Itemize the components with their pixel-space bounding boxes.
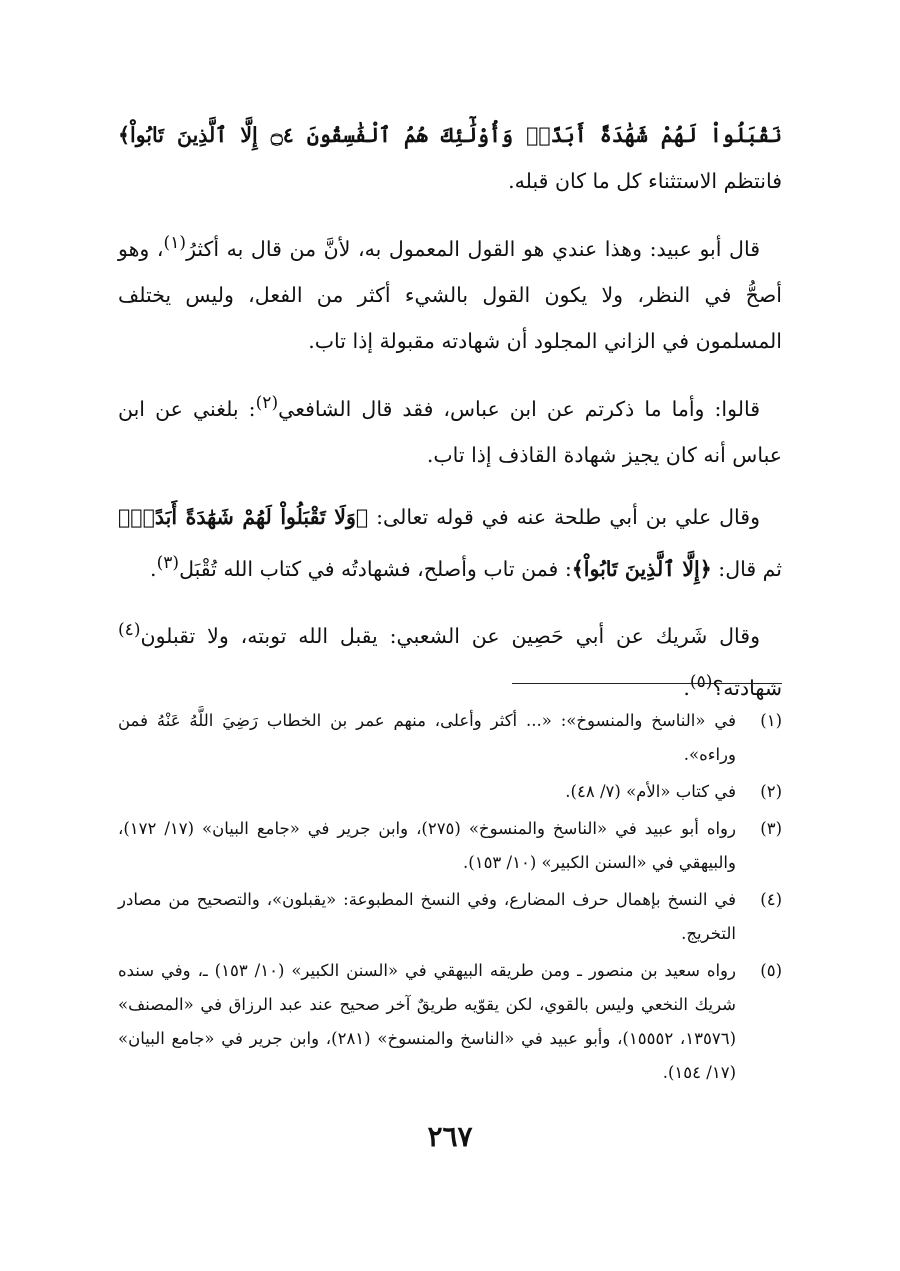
paragraph-text: ، وهو أصحُّ في النظر، ولا يكون القول بالشيء أكثر من الفعل، وليس يختلف المسلمون في الزاني المجلود أن شهادته مقبولة إذا تاب. (118, 236, 782, 353)
paragraph-1 (118, 112, 782, 204)
paragraph-text: : بلغني عن ابن عباس أنه كان يجيز شهادة القاذف إذا تاب. (118, 396, 782, 467)
main-text (118, 112, 782, 727)
footnote-divider (512, 683, 782, 684)
footnote-ref: (٣) (156, 552, 180, 573)
paragraph-text: فانتظم الاستثناء كل ما كان قبله. (508, 169, 782, 193)
paragraph-3 (118, 380, 782, 478)
paragraph-text: وقال علي بن أبي طلحة عنه في قوله تعالى: (376, 504, 760, 529)
footnote-ref: (١) (163, 233, 187, 253)
paragraph-text: وقال شَريك عن أبي حَصِين عن الشعبي: يقبل الله توبته، ولا تقبلون (140, 624, 760, 649)
footnote-ref: (٥) (689, 672, 713, 693)
page-number: ٢٦٧ (427, 1120, 473, 1153)
footnote-number: (٢) (760, 782, 782, 801)
footnote (118, 775, 782, 809)
footnote (118, 812, 782, 880)
paragraph-text: شهادته؟ (712, 676, 782, 701)
footnotes (118, 704, 782, 1093)
paragraph-4: وقال علي بن أبي طلحة عنه في قوله تعالى: ﴿وَلَا تَقْبَلُواْ لَهُمْ شَهَٰدَةً أَبَدًاۚ﴾ ثم قال: ﴿إِلَّا ٱلَّذِينَ تَابُواْ﴾: فمن تاب وأصلح، فشهادتُه في كتاب الله تُقْبَل$^{(٣)}$. (118, 504, 782, 581)
paragraph-5: وقال شَريك عن أبي حَصِين عن الشعبي: يقبل الله توبته، ولا تقبلون$^{(٤)}$ شهادته؟$^{(٥)}$. (118, 620, 782, 701)
paragraph-text: قال أبو عبيد: وهذا عندي هو القول المعمول به، لأنَّ من قال به أكثرُ (186, 236, 760, 261)
paragraph-text: ثم قال: (718, 556, 782, 581)
paragraph-text: : فمن تاب وأصلح، فشهادتُه في كتاب الله تُقْبَل (179, 556, 572, 581)
footnote-number: (٥) (760, 961, 782, 980)
footnote-text: في «الناسخ والمنسوخ»: «... أكثر وأعلى، منهم عمر بن الخطاب رَضِيَ اللَّهُ عَنْهُ فمن وراءه». (118, 711, 736, 764)
footnote-number: (٣) (760, 819, 782, 838)
paragraph-text: قالوا: وأما ما ذكرتم عن ابن عباس، فقد قال الشافعي (278, 396, 760, 421)
footnote-text: رواه سعيد بن منصور ـ ومن طريقه البيهقي في «السنن الكبير» (١٠/ ١٥٣) ـ، وفي سنده شريك النخعي وليس بالقوي، لكن يقوّيه طريقٌ آخر صحيح عند عبد الرزاق في «المصنف» (١٣٥٧٦، ١٥٥٥٢)، وأبو عبيد في «الناسخ والمنسوخ» (٢٨١)، وابن جرير في «جامع البيان» (١٧/ ١٥٤). (118, 961, 737, 1082)
footnote (118, 883, 782, 951)
footnote (118, 704, 782, 772)
quran-verse: ﴿إِلَّا ٱلَّذِينَ تَابُواْ﴾ (571, 556, 712, 581)
footnote-text: في كتاب «الأم» (٧/ ٤٨). (565, 782, 736, 801)
footnote-ref: (٢) (255, 392, 279, 413)
quran-verse: ﴿وَلَا تَقْبَلُواْ لَهُمْ شَهَٰدَةً أَبَدًاۚ﴾ (118, 504, 369, 529)
footnote-ref: (٤) (118, 620, 141, 641)
paragraph-2 (118, 220, 782, 364)
footnote-text: رواه أبو عبيد في «الناسخ والمنسوخ» (٢٧٥)، وابن جرير في «جامع البيان» (١٧/ ١٧٢)، والبيهقي في «السنن الكبير» (١٠/ ١٥٣). (118, 819, 736, 872)
footnote-number: (٤) (760, 890, 782, 909)
footnote-text: في النسخ بإهمال حرف المضارع، وفي النسخ المطبوعة: «يقبلون»، والتصحيح من مصادر التخريج. (118, 890, 736, 943)
quran-verse: نَقْبَلُواْ لَهُمْ شَهَٰدَةً أَبَدًاۚ وَأُوْلَٰٓئِكَ هُمُ ٱلْفَٰسِقُونَ ۝٤ إِلَّا ٱلَّذِينَ تَابُواْ﴾ (118, 123, 782, 147)
footnote-number: (١) (760, 711, 782, 730)
footnote (118, 954, 782, 1090)
